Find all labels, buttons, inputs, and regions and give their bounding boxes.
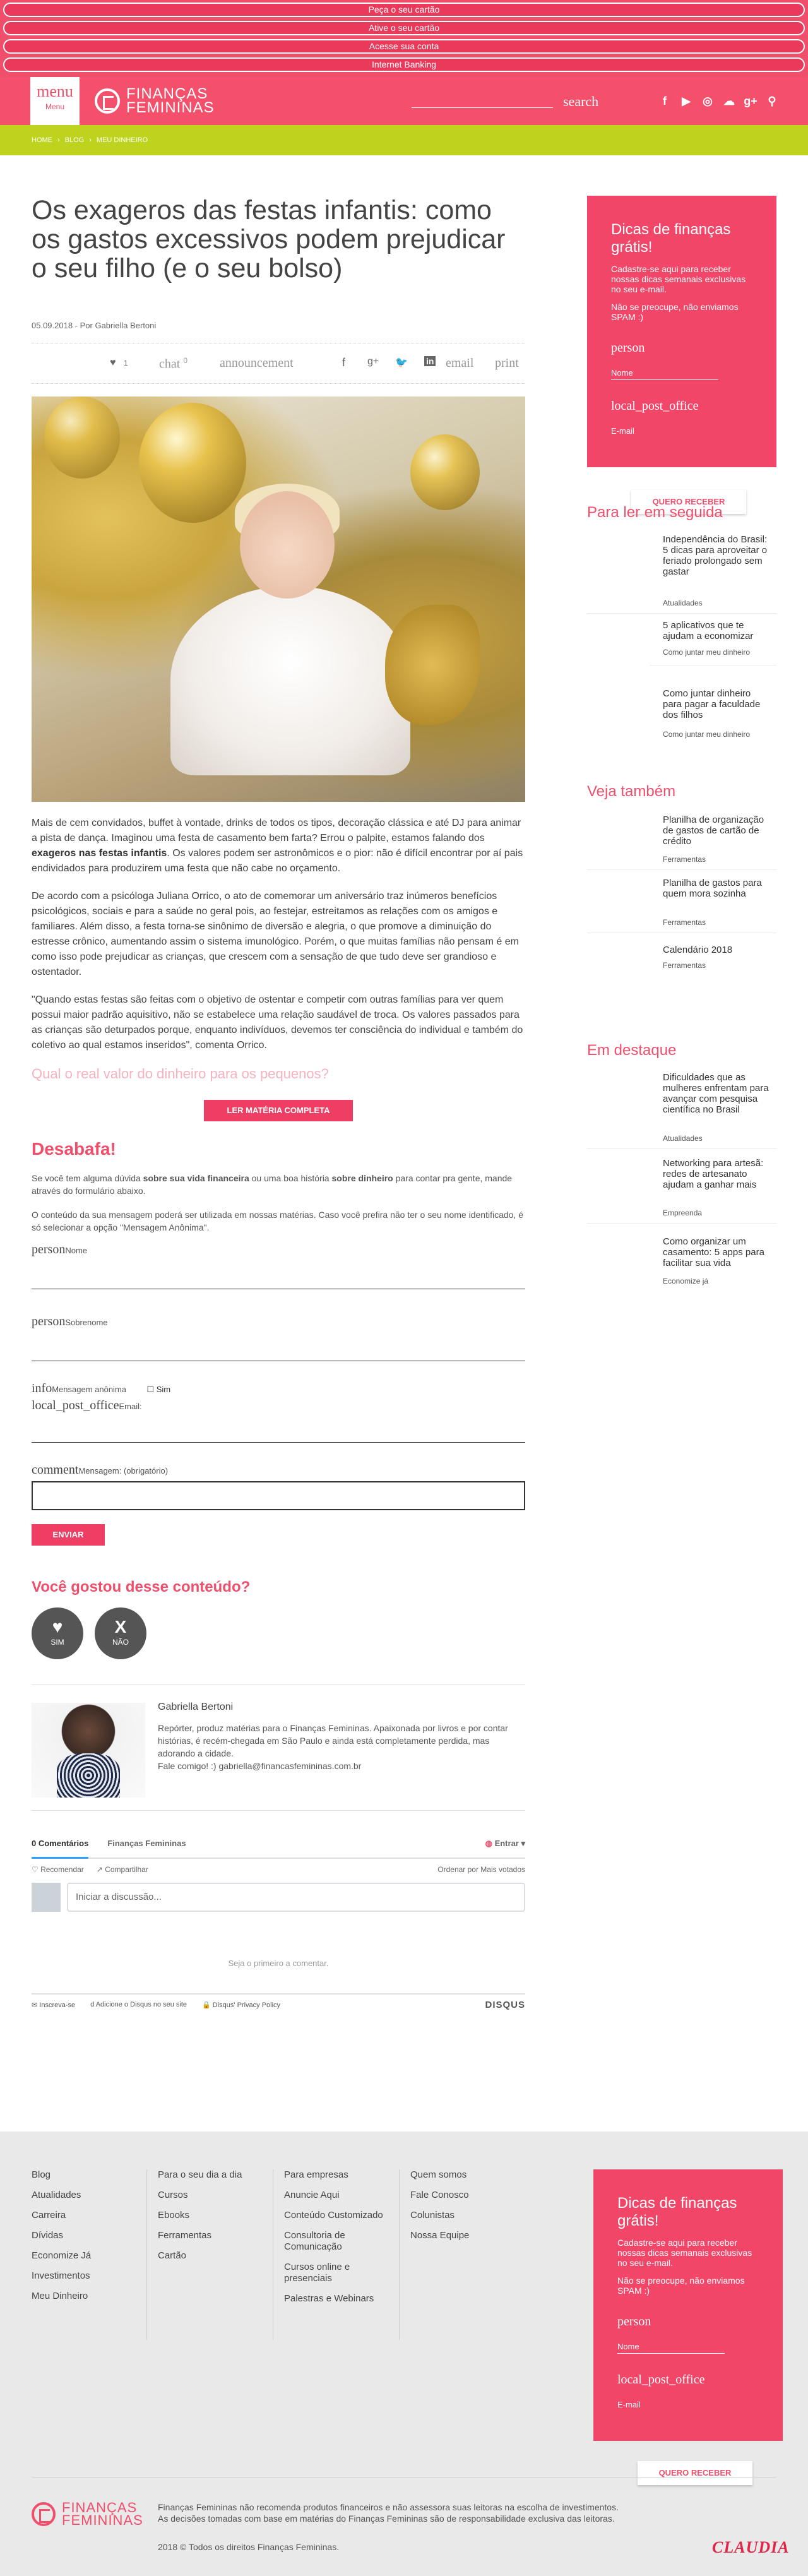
footer-column-about (410, 2169, 469, 2250)
pill-link-account[interactable]: Acesse sua conta (3, 39, 805, 54)
announcement-icon[interactable]: announcement (220, 356, 294, 370)
footer-link[interactable]: Dívidas (32, 2230, 64, 2241)
linkedin-share-icon[interactable]: in (424, 356, 436, 366)
breadcrumb-blog[interactable]: BLOG (64, 136, 85, 144)
list-item[interactable]: Dificuldades que as mulheres enfrentam para avançar com pesquisa científica no Brasil Atualidades (587, 1072, 776, 1149)
like-button[interactable] (110, 357, 128, 369)
local-post-office-icon: local_post_office (32, 1398, 119, 1412)
comment-count: 0 (183, 356, 187, 365)
golden-wing (385, 605, 480, 725)
breadcrumb-bar (0, 125, 808, 155)
email-label: Email: (119, 1402, 142, 1411)
disqus-comments (32, 1839, 525, 2009)
breadcrumb-separator: › (89, 136, 92, 144)
desabafa-heading: Desabafa! (32, 1139, 116, 1159)
share-button[interactable]: ↗ Compartilhar (96, 1865, 148, 1874)
list-item[interactable]: Como juntar dinheiro para pagar a faculdade dos filhos Como juntar meu dinheiro (587, 688, 776, 745)
login-icon: ◍ (485, 1839, 492, 1848)
menu-icon: menu (37, 82, 73, 100)
desabafa-intro: Se você tem alguma dúvida sobre sua vida financeira ou uma boa história sobre dinheiro para contar pra gente, mande através do formulário abaixo. (32, 1173, 513, 1196)
footer-link[interactable]: Nossa Equipe (410, 2230, 470, 2241)
anonymous-note: O conteúdo da sua mensagem poderá ser utilizada em nossas matérias. Caso você prefira não ter o seu nome identificado, é só selecionar a opção "Mensagem Anônima". (32, 1210, 523, 1232)
newsletter-name-input[interactable] (617, 2353, 725, 2354)
featured-heading: Em destaque (587, 1042, 677, 1059)
thumbnail (587, 688, 650, 737)
footer-link[interactable]: Quem somos (410, 2169, 467, 2180)
breadcrumb-current: MEU DINHEIRO (96, 136, 148, 144)
person-icon: person (32, 1315, 66, 1328)
logo-text: FINANÇAS FEMININAS (126, 85, 215, 116)
site-header (0, 77, 808, 125)
instagram-icon[interactable]: ◎ (703, 95, 713, 107)
no-button[interactable]: X NÃO (95, 1607, 146, 1659)
footer-link[interactable]: Consultoria de Comunicação (284, 2230, 345, 2252)
article-body (32, 816, 525, 1053)
footer-link[interactable]: Para o seu dia a dia (158, 2169, 242, 2180)
newsletter-text: Cadastre-se aqui para receber nossas dicas semanais exclusivas no seu e-mail. (617, 2238, 752, 2268)
avatar (32, 1883, 61, 1912)
twitter-share-icon[interactable]: 🐦 (395, 357, 408, 368)
footer-divider (146, 2169, 147, 2340)
facebook-share-icon[interactable]: f (342, 356, 346, 369)
pill-link-request-card[interactable]: Peça o seu cartão (3, 3, 805, 17)
author-name: Gabriella Bertoni (158, 1702, 234, 1712)
pinterest-icon[interactable]: ⚲ (768, 95, 776, 107)
chat-icon: chat (159, 357, 181, 371)
footer-newsletter-box (593, 2169, 783, 2441)
menu-label: Menu (45, 102, 65, 111)
surname-field[interactable] (32, 1315, 525, 1361)
footer-link[interactable]: Cursos online e presenciais (284, 2262, 350, 2284)
list-item[interactable]: Independência do Brasil: 5 dicas para aproveitar o feriado prolongado sem gastar Atualidades (587, 534, 776, 614)
newsletter-email-label: E-mail (617, 2400, 641, 2409)
surname-label: Sobrenome (65, 1318, 108, 1327)
footer-link[interactable]: Carreira (32, 2210, 66, 2221)
newsletter-text: Cadastre-se aqui para receber nossas dicas semanais exclusivas no seu e-mail. (611, 264, 746, 294)
add-disqus-link[interactable]: d Adicione o Disqus no seu site (90, 2001, 187, 2008)
newsletter-email-label: E-mail (611, 426, 634, 436)
disqus-icon: d (90, 2001, 95, 2008)
like-count: 1 (123, 359, 128, 367)
email-input[interactable] (32, 1442, 525, 1443)
thumbnail (587, 620, 650, 669)
footer-column-blog (32, 2169, 91, 2311)
tab-site[interactable]: Finanças Femininas (107, 1839, 186, 1848)
social-links (658, 95, 779, 108)
comment-icon: comment (32, 1463, 79, 1477)
list-item[interactable]: Planilha de organização de gastos de cartão de crédito Ferramentas (587, 814, 776, 870)
thumbnail (587, 945, 650, 970)
read-next-heading: Para ler em seguida (587, 504, 723, 521)
newsletter-name-input[interactable] (611, 379, 718, 380)
anonymous-label: Mensagem anônima (52, 1385, 127, 1394)
local-post-office-icon: local_post_office (617, 2373, 705, 2387)
breadcrumb-separator: › (57, 136, 60, 144)
local-post-office-icon: local_post_office (611, 399, 699, 413)
paragraph: De acordo com a psicóloga Juliana Orrico, o ato de comemorar um aniversário traz inúmeros benefícios psicológicos, sociais e para a saúde no geral pois, ao festejar, estreitamos as relações com os amigos e familiares. Além disso, a festa torna-se sinônimo de diversão e alegria, o que promove a diminuição do estresse crônico, aumentando assim o sistema imunológico. Porém, o que muitas famílias não pensam é em como isso pode prejudicar as crianças, que crescem com a sensação de que tudo deve ser grandioso e ostentador. (32, 891, 519, 977)
disqus-logo[interactable]: DISQUS (485, 2000, 525, 2010)
footer-link[interactable]: Cursos (158, 2190, 188, 2200)
footer-link[interactable]: Economize Já (32, 2250, 92, 2261)
name-label: Nome (65, 1246, 88, 1255)
menu-button[interactable] (30, 77, 80, 125)
disqus-footer (32, 1993, 525, 2009)
subscribe-link[interactable]: ✉ Inscreva-se (32, 2001, 76, 2009)
author-box (32, 1685, 525, 1811)
print-icon[interactable]: print (495, 356, 519, 370)
thumbnail (587, 534, 650, 583)
author-bio: Repórter, produz matérias para o Finanças Femininas. Apaixonada por livros e por contar histórias, é recém-chegada em São Paulo e ainda está completamente perdida, mas adorando a cidade. Fale comigo! :) gabriella@financasfemininas.com.br (158, 1722, 524, 1772)
footer-link[interactable]: Investimentos (32, 2270, 90, 2281)
login-button[interactable]: ◍ Entrar ▾ (485, 1839, 525, 1848)
author-avatar (32, 1703, 145, 1798)
breadcrumb (32, 136, 148, 144)
send-button[interactable]: ENVIAR (32, 1524, 105, 1546)
read-more-button[interactable]: LER MATÉRIA COMPLETA (204, 1100, 353, 1121)
thumbnail (587, 814, 650, 864)
feedback-buttons (32, 1607, 525, 1659)
lock-icon: 🔒 (202, 2001, 211, 2009)
list-item[interactable]: 5 aplicativos que te ajudam a economizar Como juntar meu dinheiro (587, 620, 776, 665)
heart-icon: ♥ (52, 1617, 63, 1637)
paragraph: "Quando estas festas são feitas com o objetivo de ostentar e competir com outras famílias para ver quem possui maior padrão aquisitivo, não se estabelece uma relação saudável de troca. Os valores passados para as crianças são deturpados porque, enquanto indivíduos, devemos ter consciência do individual e também do coletivo ao qual estamos inseridos", comenta Orrico. (32, 994, 523, 1051)
site-footer (0, 2132, 808, 2576)
comment-composer (32, 1883, 525, 1912)
message-label: Mensagem: (obrigatório) (78, 1466, 169, 1476)
footer-link[interactable]: Meu Dinheiro (32, 2291, 88, 2301)
footer-link[interactable]: Para empresas (284, 2169, 348, 2180)
balloon (44, 397, 120, 479)
pill-link-activate-card[interactable]: Ative o seu cartão (3, 21, 805, 35)
site-logo[interactable] (95, 86, 215, 116)
newsletter-no-spam: Não se preocupe, não enviamos SPAM :) (617, 2275, 745, 2296)
sort-dropdown[interactable]: Ordenar por Mais votados (437, 1865, 525, 1874)
recommend-button[interactable]: ♡ Recomendar (32, 1865, 84, 1874)
person-icon: person (611, 341, 645, 355)
disqus-toolbar (32, 1859, 525, 1880)
article-actions (32, 343, 525, 384)
newsletter-submit-button[interactable]: QUERO RECEBER (631, 490, 746, 514)
footer-link[interactable]: Atualidades (32, 2190, 81, 2200)
article-meta: 05.09.2018 - Por Gabriella Bertoni (32, 321, 525, 343)
balloon (139, 403, 246, 523)
child-face (240, 491, 335, 599)
empty-comments-message: Seja o primeiro a comentar. (228, 1959, 329, 1968)
google-plus-share-icon[interactable]: g+ (367, 356, 379, 367)
footer-link[interactable]: Palestras e Webinars (284, 2293, 374, 2304)
see-also-heading: Veja também (587, 783, 676, 800)
search-button[interactable]: search (563, 93, 599, 109)
comment-input[interactable]: Iniciar a discussão... (67, 1883, 525, 1912)
footer-link[interactable]: Colunistas (410, 2210, 455, 2221)
google-plus-icon[interactable]: g+ (744, 95, 758, 107)
footer-divider (399, 2169, 400, 2340)
disqus-tabs (32, 1839, 525, 1859)
footer-link[interactable]: Ferramentas (158, 2230, 212, 2241)
footer-disclaimer: Finanças Femininas não recomenda produtos financeiros e não assessora suas leitoras na escolha de investimentos. As decisões tomadas com base em matérias do Finanças Femininas são de responsabilidade exclusiva das leitoras. (158, 2502, 619, 2524)
soundcloud-icon[interactable]: ☁ (723, 95, 735, 107)
list-item[interactable]: Planilha de gastos para quem mora sozinha Ferramentas (587, 878, 776, 933)
footer-column-business (284, 2169, 385, 2313)
article-title: Os exageros das festas infantis: como os gastos excessivos podem prejudicar o seu filho (e o seu bolso) (32, 195, 506, 283)
footer-link[interactable]: Conteúdo Customizado (284, 2210, 383, 2221)
pill-link-internet-banking[interactable]: Internet Banking (3, 57, 805, 72)
list-item[interactable]: Networking para artesã: redes de artesanato ajudam a ganhar mais Empreenda (587, 1158, 776, 1224)
anonymous-field (32, 1381, 525, 1396)
footer-link[interactable]: Fale Conosco (410, 2190, 469, 2200)
child-dress (170, 586, 410, 775)
yes-button[interactable]: ♥ SIM (32, 1607, 83, 1659)
footer-link[interactable]: Cartão (158, 2250, 187, 2261)
person-icon: person (32, 1243, 66, 1256)
info-icon: info (32, 1381, 52, 1395)
anonymous-checkbox[interactable]: ☐ Sim (146, 1385, 171, 1394)
message-textarea[interactable] (32, 1481, 525, 1510)
heart-icon: ♥ (110, 357, 116, 368)
privacy-link[interactable]: 🔒 Disqus' Privacy Policy (202, 2001, 281, 2009)
footer-link[interactable]: Anuncie Aqui (284, 2190, 340, 2200)
article (32, 189, 525, 2009)
author-contact: Fale comigo! :) gabriella@financasfemininas.com.br (158, 1761, 362, 1771)
email-share-icon[interactable]: email (446, 356, 474, 370)
newsletter-name-label: Nome (611, 368, 633, 378)
footer-newsletter-submit-button[interactable]: QUERO RECEBER (638, 2461, 752, 2485)
comments-link[interactable] (159, 356, 187, 372)
newsletter-title: Dicas de finanças grátis! (617, 2195, 737, 2229)
mail-icon: ✉ (32, 2001, 38, 2009)
name-field[interactable] (32, 1243, 525, 1289)
newsletter-box (587, 196, 776, 467)
logo-mark-icon (95, 88, 120, 114)
thumbnail (587, 1072, 650, 1121)
facebook-icon[interactable]: f (663, 95, 667, 107)
search-input[interactable] (412, 107, 553, 108)
breadcrumb-home[interactable]: HOME (32, 136, 52, 144)
top-pill-bar (0, 0, 808, 77)
newsletter-title: Dicas de finanças grátis! (611, 221, 731, 256)
footer-logo[interactable]: FINANÇAS FEMININAS (32, 2501, 143, 2527)
tab-comments[interactable]: 0 Comentários (32, 1839, 88, 1859)
footer-link[interactable]: Ebooks (158, 2210, 190, 2221)
list-item[interactable]: Como organizar um casamento: 5 apps para facilitar sua vida Economize já (587, 1236, 776, 1293)
person-icon: person (617, 2315, 651, 2329)
message-field[interactable] (32, 1463, 525, 1510)
thumbnail (587, 1158, 650, 1207)
article-subheading: Qual o real valor do dinheiro para os pequenos? (32, 1066, 329, 1082)
thumbnail (587, 878, 650, 927)
footer-copyright: 2018 © Todos os direitos Finanças Femininas. (158, 2542, 340, 2552)
thumbnail (587, 1236, 650, 1285)
logo-mark-icon (32, 2502, 56, 2526)
youtube-icon[interactable]: ▶ (682, 95, 691, 107)
footer-column-daily (158, 2169, 259, 2270)
feedback-question: Você gostou desse conteúdo? (32, 1578, 251, 1595)
list-item[interactable]: Calendário 2018 Ferramentas (587, 945, 776, 976)
paragraph: Mais de cem convidados, buffet à vontade, drinks de todos os tipos, decoração clássica e até DJ para animar a pista de dança. Imaginou uma festa de casamento bem farta? Errou o palpite, estamos falando dos exageros nas festas infantis. Os valores podem ser astronômicos e o pior: não é difícil encontrar por aí pais endividados para produzirem uma festa que não cabe no orçamento. (32, 818, 523, 874)
close-icon: X (114, 1617, 127, 1637)
balloon (410, 434, 480, 510)
email-field[interactable] (32, 1398, 525, 1443)
newsletter-name-label: Nome (617, 2342, 639, 2351)
footer-link[interactable]: Blog (32, 2169, 51, 2180)
partner-logo[interactable]: CLAUDIA (712, 2538, 790, 2556)
newsletter-no-spam: Não se preocupe, não enviamos SPAM :) (611, 302, 739, 322)
article-hero-image (32, 397, 525, 802)
